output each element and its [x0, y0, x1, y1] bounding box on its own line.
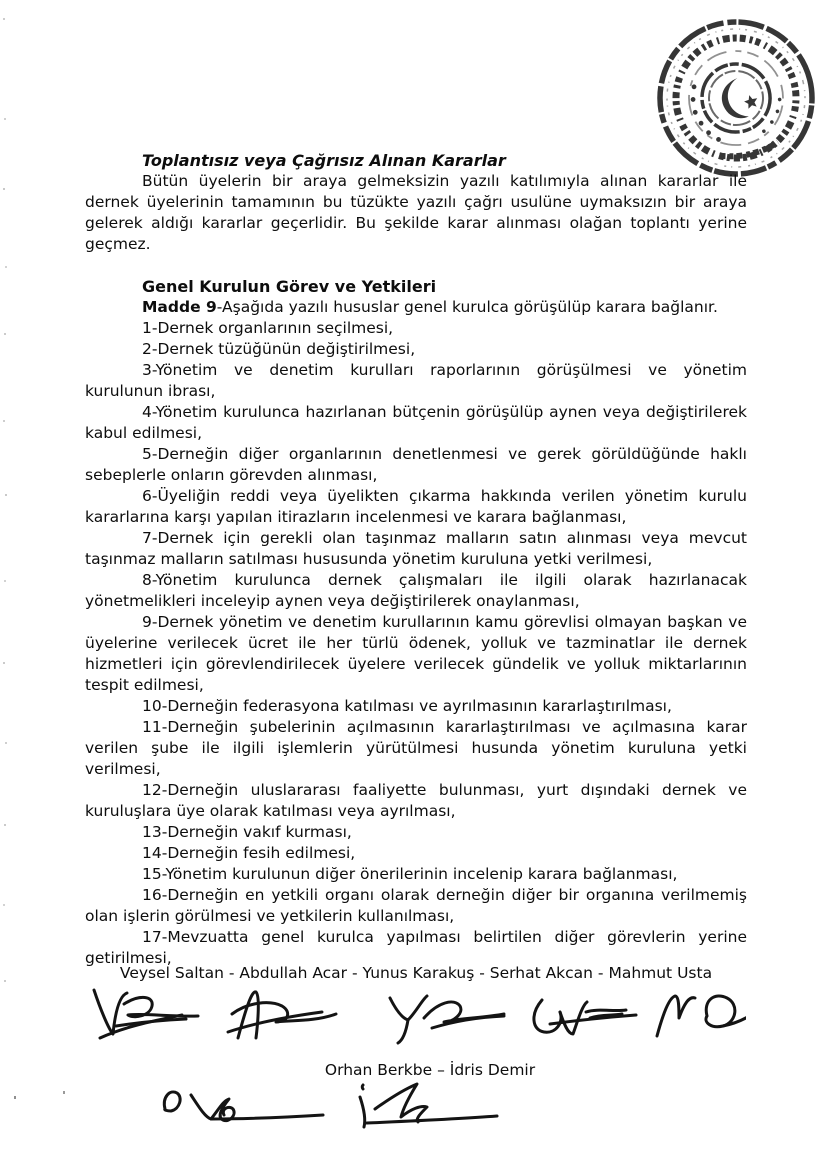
signer-names-row-1: Veysel Saltan - Abdullah Acar - Yunus Karakuş - Serhat Akcan - Mahmut Usta	[119, 964, 713, 982]
signer-names-row-2: Orhan Berkbe – İdris Demir	[324, 1061, 536, 1079]
clause-7: 7-Dernek için gerekli olan taşınmaz malların satın alınması veya mevcut taşınmaz malların satılması hususunda yönetim kuruluna yetki verilmesi,	[85, 529, 747, 568]
scan-edge-noise	[3, 18, 5, 20]
clause-3: 3-Yönetim ve denetim kurulları raporlarının görüşülmesi ve yönetim kurulunun ibrası,	[85, 361, 747, 400]
signatures-row-2	[145, 1081, 505, 1133]
clause-4: 4-Yönetim kurulunca hazırlanan bütçenin görüşülüp aynen veya değiştirilerek kabul edilmesi,	[85, 403, 747, 442]
document-body	[85, 150, 747, 969]
signatures-row-1	[86, 986, 746, 1046]
clause-1: 1-Dernek organlarının seçilmesi,	[142, 319, 394, 337]
clause-15: 15-Yönetim kurulunun diğer önerilerinin incelenip karara bağlanması,	[142, 865, 678, 883]
signature-mahmut-usta	[657, 996, 746, 1036]
clause-5: 5-Derneğin diğer organlarının denetlenmesi ve gerek görüldüğünde haklı sebeplerle onların görevden alınması,	[85, 445, 747, 484]
signature-idris-demir	[360, 1084, 497, 1127]
clause-16: 16-Derneğin en yetkili organı olarak derneğin diğer bir organına verilmemiş olan işlerin görülmesi ve yetkilerin kullanılması,	[85, 886, 747, 925]
clause-11: 11-Derneğin şubelerinin açılmasının kararlaştırılması ve açılmasına karar verilen şube ile ilgili işlemlerin yürütülmesi husunda yönetim kuruluna yetki verilmesi,	[85, 718, 747, 778]
madde-9-line	[85, 297, 747, 318]
clause-14: 14-Derneğin fesih edilmesi,	[142, 844, 356, 862]
clause-13: 13-Derneğin vakıf kurması,	[142, 823, 352, 841]
clause-8: 8-Yönetim kurulunca dernek çalışmaları ile ilgili olarak hazırlanacak yönetmelikleri inceleyip aynen veya değiştirilerek onaylanması,	[85, 571, 747, 610]
clause-10: 10-Derneğin federasyona katılması ve ayrılmasının kararlaştırılması,	[142, 697, 672, 715]
signature-yunus-karakus	[390, 996, 504, 1043]
clause-6: 6-Üyeliğin reddi veya üyelikten çıkarma hakkında verilen yönetim kurulu kararlarına karşı yapılan itirazların incelenmesi ve karara bağlanması,	[85, 487, 747, 526]
signature-orhan-berkbe	[164, 1092, 323, 1121]
madde-9-label: Madde 9	[142, 298, 217, 316]
scan-speck	[63, 1091, 65, 1094]
signature-veysel-saltan	[94, 990, 198, 1038]
clause-17: 17-Mevzuatta genel kurulca yapılması belirtilen diğer görevlerin yerine getirilmesi,	[85, 928, 747, 967]
section-heading-genel-kurul: Genel Kurulun Görev ve Yetkileri	[142, 277, 437, 296]
signature-section	[85, 963, 747, 1133]
clause-2: 2-Dernek tüzüğünün değiştirilmesi,	[142, 340, 416, 358]
signature-abdullah-acar	[228, 992, 336, 1038]
clause-12: 12-Derneğin uluslararası faaliyette bulunması, yurt dışındaki dernek ve kuruluşlara üye olarak katılması veya ayrılması,	[85, 781, 747, 820]
scan-speck	[14, 1096, 16, 1099]
clause-9: 9-Dernek yönetim ve denetim kurullarının kamu görevlisi olmayan başkan ve üyelerine verilecek ücret ile her türlü ödenek, yolluk ve tazminatlar ile dernek hizmetleri için görevlendirilecek üyelere verilecek gündelik ve yolluk miktarlarının tespit edilmesi,	[85, 613, 747, 694]
section-heading-toplantisiz: Toplantısız veya Çağrısız Alınan Kararlar	[142, 151, 506, 170]
signature-serhat-akcan	[534, 1000, 636, 1034]
paragraph-toplantisiz: Bütün üyelerin bir araya gelmeksizin yazılı katılımıyla alınan kararlar ile dernek üyelerinin tamamının bu tüzükte yazılı çağrı usulüne uymaksızın bir araya gelerek aldığı kararlar geçerlidir. Bu şekilde karar alınması olağan toplantı yerine geçmez.	[85, 172, 747, 253]
madde-9-text: -Aşağıda yazılı hususlar genel kurulca görüşülüp karara bağlanır.	[216, 298, 718, 316]
